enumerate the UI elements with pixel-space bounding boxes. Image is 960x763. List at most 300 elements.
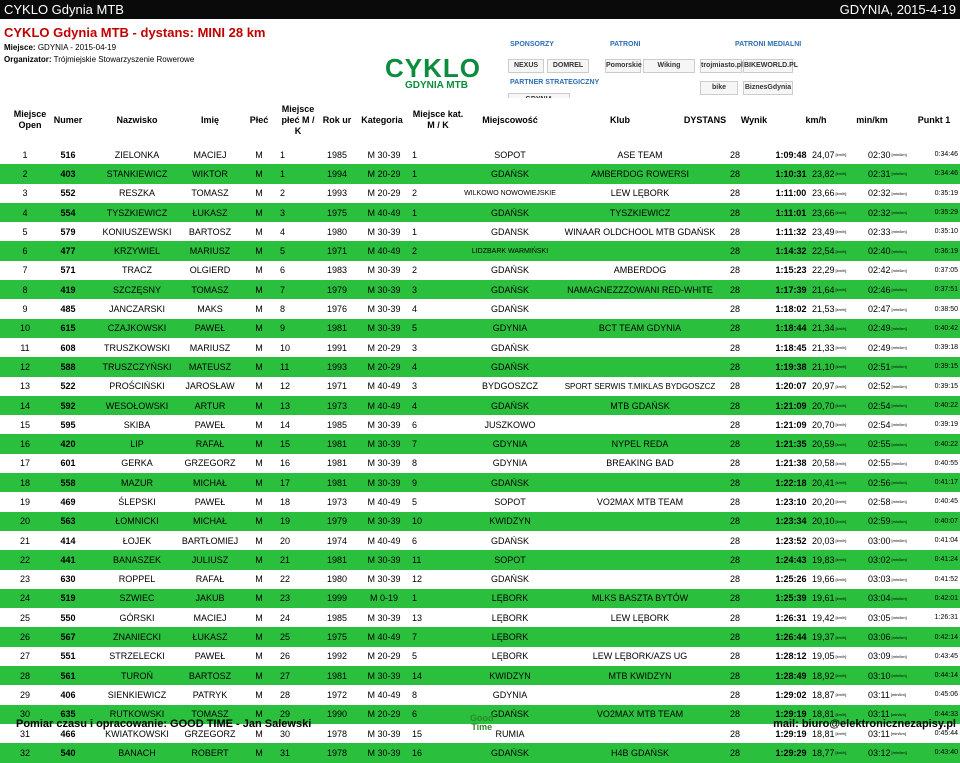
cell-kmh	[812, 164, 864, 183]
cell-psex-value: 13	[280, 400, 291, 411]
cell-surname-value: RESZKA	[118, 188, 155, 199]
cell-pts-value: 0:40:55	[934, 459, 958, 467]
cell-city-value: GDAŃSK	[490, 284, 529, 295]
place-label: Miejsce:	[4, 43, 36, 52]
cell-year-value: 1999	[326, 593, 348, 604]
cell-surname	[102, 261, 172, 280]
cell-pcat-value: 4	[412, 361, 418, 372]
cell-club	[540, 627, 740, 646]
cell-pace-value: 02:32	[868, 188, 891, 199]
cell-kmh	[812, 415, 864, 434]
cell-cat-value: M 20-29	[367, 709, 401, 720]
cell-sex	[248, 589, 270, 608]
cell-cat-value: M 30-39	[367, 419, 401, 430]
cell-cat-value: M 0-19	[369, 593, 398, 604]
cell-kmh	[812, 589, 864, 608]
cell-num-value: 420	[60, 439, 76, 450]
cell-cat	[360, 608, 408, 627]
cell-club-value: VO2MAX MTB TEAM	[596, 496, 684, 507]
cell-city-value: LĘBORK	[491, 651, 529, 662]
sponsor-logo: Pomorskie	[605, 59, 641, 73]
cell-surname-value: TRUSZKOWSKI	[103, 342, 170, 353]
cell-year	[320, 319, 354, 338]
cell-club	[540, 647, 740, 666]
cell-city-value: GDAŃSK	[490, 361, 529, 372]
cell-pos-value: 25	[19, 612, 30, 623]
place-value: GDYNIA - 2015-04-19	[37, 43, 117, 52]
cell-surname	[102, 454, 172, 473]
cell-pcat	[412, 338, 432, 357]
cell-dist-value: 28	[729, 246, 740, 257]
cell-club-value: BCT TEAM GDYNIA	[598, 323, 682, 334]
cell-dist	[725, 666, 745, 685]
cell-num-value: 563	[60, 516, 76, 527]
cell-surname-value: ROPPEL	[118, 574, 156, 585]
cell-kmh-value: 19,61	[812, 593, 835, 604]
cell-name	[190, 415, 230, 434]
cell-sex-value: M	[255, 149, 263, 160]
cell-city-value: LĘBORK	[491, 593, 529, 604]
table-row	[0, 280, 960, 299]
cell-pcat	[412, 492, 432, 511]
unit-label: [km/h]	[835, 383, 847, 389]
cell-psex-value: 11	[280, 361, 290, 372]
cell-year	[320, 164, 354, 183]
cell-sex	[248, 299, 270, 318]
cell-pts	[914, 685, 958, 704]
cell-psex	[280, 222, 292, 241]
cell-kmh-value: 20,70	[812, 400, 835, 411]
cell-year-value: 1971	[326, 381, 348, 392]
cell-year-value: 1985	[326, 612, 348, 623]
cell-pts-value: 0:44:33	[934, 710, 958, 718]
cell-psex	[280, 589, 292, 608]
cell-city-value: KWIDZYN	[489, 670, 531, 681]
table-row	[0, 396, 960, 415]
cell-dist-value: 28	[729, 226, 740, 237]
cell-pts-value: 0:40:22	[934, 402, 958, 409]
cell-psex	[280, 454, 292, 473]
cell-pos-value: 3	[22, 188, 28, 199]
cell-pos-value: 27	[19, 651, 30, 662]
cell-pos-value: 26	[19, 632, 30, 643]
cell-pcat-value: 13	[412, 612, 423, 623]
cell-cat	[360, 550, 408, 569]
cell-name-value: JULIUSZ	[191, 554, 229, 565]
cell-num-value: 414	[60, 535, 76, 546]
cell-time-value: 1:17:39	[775, 284, 807, 295]
cell-surname	[102, 589, 172, 608]
cell-psex	[280, 685, 292, 704]
cell-sex-value: M	[255, 381, 263, 392]
cell-psex-value: 4	[280, 226, 286, 237]
sponsors-label: SPONSORZY	[510, 41, 554, 48]
cell-cat-value: M 30-39	[367, 670, 401, 681]
cell-cat-value: M 20-29	[367, 651, 401, 662]
cell-sex	[248, 280, 270, 299]
cell-name	[190, 280, 230, 299]
cell-pts	[914, 396, 958, 415]
cell-pts	[914, 531, 958, 550]
cell-year-value: 1981	[326, 670, 348, 681]
cell-num-value: 522	[60, 381, 76, 392]
cell-year	[320, 454, 354, 473]
cell-pos-value: 8	[22, 284, 28, 295]
cell-kmh-value: 20,41	[812, 477, 835, 488]
top-bar-date: GDYNIA, 2015-4-19	[839, 2, 956, 17]
cell-pcat	[412, 396, 432, 415]
cell-cat	[360, 531, 408, 550]
cell-time-value: 1:18:02	[775, 304, 807, 315]
cell-sex	[248, 743, 270, 762]
cell-time-value: 1:26:44	[775, 632, 807, 643]
cell-kmh-value: 19,05	[812, 651, 835, 662]
footer-contact-link[interactable]: mail: biuro@elektronicznezapisy.pl	[773, 718, 956, 730]
cell-year	[320, 338, 354, 357]
cell-kmh	[812, 666, 864, 685]
cell-name-value: MATEUSZ	[188, 361, 232, 372]
cell-dist-value: 28	[729, 593, 740, 604]
cell-time-value: 1:09:48	[775, 149, 807, 160]
cell-pts-value: 0:41:24	[934, 556, 958, 564]
cell-num-value: 551	[60, 651, 76, 662]
cell-name-value: PATRYK	[192, 689, 228, 700]
cell-name	[185, 377, 235, 396]
table-row	[0, 261, 960, 280]
cell-time-value: 1:25:39	[775, 593, 807, 604]
cell-sex-value: M	[255, 168, 263, 179]
cell-pcat-value: 8	[412, 689, 418, 700]
cell-num-value: 406	[60, 689, 76, 700]
cell-club-value: MTB KWIDZYN	[608, 670, 672, 681]
unit-label: [km/h]	[835, 460, 847, 466]
cell-pcat	[412, 666, 432, 685]
unit-label: [min/km]	[890, 692, 906, 698]
cell-sex-value: M	[255, 612, 263, 623]
cell-surname	[102, 685, 172, 704]
cell-sex	[248, 338, 270, 357]
cell-year	[320, 570, 354, 589]
cell-time-value: 1:21:09	[775, 419, 807, 430]
cell-kmh-value: 22,54	[812, 246, 835, 257]
cell-kmh	[812, 377, 864, 396]
cell-pts-value: 0:34:46	[934, 151, 958, 159]
cell-pos	[10, 319, 40, 338]
cell-cat-value: M 30-39	[367, 323, 401, 334]
cell-dist-value: 28	[729, 554, 740, 565]
cell-time-value: 1:10:31	[775, 168, 807, 179]
media-patrons-label: PATRONI MEDIALNI	[735, 41, 802, 48]
table-row	[0, 184, 960, 203]
cell-pcat-value: 3	[412, 381, 418, 392]
cell-club	[540, 666, 740, 685]
cell-surname	[102, 280, 172, 299]
cell-dist-value: 28	[729, 207, 740, 218]
cell-kmh	[812, 627, 864, 646]
cell-sex-value: M	[255, 400, 263, 411]
cell-pace-value: 02:47	[868, 304, 891, 315]
place-line	[4, 43, 266, 52]
cell-dist-value: 28	[729, 439, 740, 450]
cell-pos-value: 17	[19, 458, 30, 469]
cell-city-value: GDYNIA	[492, 439, 528, 450]
cell-dist	[725, 241, 745, 260]
unit-label: [km/h]	[835, 615, 847, 621]
unit-label: [min/km]	[891, 325, 907, 331]
cell-year-value: 1972	[326, 689, 348, 700]
cell-year	[320, 473, 354, 492]
cell-dist	[725, 454, 745, 473]
cell-pos-value: 13	[19, 381, 30, 392]
cell-year	[320, 608, 354, 627]
cell-surname-value: ZIELONKA	[114, 149, 160, 160]
cell-name-value: MACIEJ	[193, 612, 227, 623]
cell-dist	[725, 743, 745, 762]
cell-sex-value: M	[255, 709, 263, 720]
cell-time-value: 1:11:01	[775, 207, 807, 218]
cell-surname	[102, 338, 172, 357]
cell-psex-value: 25	[280, 632, 291, 643]
cell-pts	[914, 647, 958, 666]
cell-surname-value: PROŚCIŃSKI	[109, 381, 165, 392]
cell-pos-value: 2	[22, 168, 28, 179]
unit-label: [km/h]	[835, 634, 847, 640]
cell-pcat-value: 14	[412, 670, 423, 681]
cell-cat-value: M 30-39	[367, 747, 401, 758]
cell-num-value: 579	[60, 226, 76, 237]
unit-label: [km/h]	[835, 595, 847, 601]
cell-psex	[280, 666, 292, 685]
cell-pos-value: 10	[19, 323, 30, 334]
cell-num-value: 403	[60, 168, 76, 179]
cell-club-value: MTB GDAŃSK	[610, 400, 670, 411]
cell-club	[540, 512, 740, 531]
unit-label: [min/km]	[891, 480, 907, 486]
cell-pts	[914, 357, 958, 376]
cell-dist-value: 28	[729, 458, 740, 469]
cell-pace-value: 02:58	[868, 496, 891, 507]
cell-surname-value: STANKIEWICZ	[106, 168, 168, 179]
unit-label: [km/h]	[835, 538, 847, 544]
cell-time-value: 1:19:38	[775, 361, 807, 372]
cell-kmh-value: 21,33	[812, 342, 835, 353]
cell-year-value: 1991	[326, 342, 348, 353]
unit-label: [km/h]	[835, 441, 847, 447]
cell-pos-value: 24	[19, 593, 30, 604]
cell-dist-value: 28	[729, 381, 740, 392]
cell-pts	[914, 164, 958, 183]
cell-pts	[914, 280, 958, 299]
cell-psex-value: 8	[280, 304, 286, 315]
cell-year	[320, 743, 354, 762]
cell-pts-value: 0:37:05	[934, 266, 958, 274]
cell-club-value: WINAAR OLDCHOOL MTB GDAŃSK	[564, 226, 716, 237]
cell-time-value: 1:28:12	[775, 651, 807, 662]
cell-surname	[102, 415, 172, 434]
cell-sex-value: M	[255, 265, 263, 276]
cell-pcat-value: 1	[412, 593, 418, 604]
cell-sex	[248, 454, 270, 473]
unit-label: [km/h]	[835, 711, 847, 717]
unit-label: [min/km]	[891, 229, 907, 235]
cell-year-value: 1990	[326, 709, 348, 720]
cell-psex	[280, 550, 292, 569]
cell-num-value: 419	[60, 284, 76, 295]
cell-city-value: LIDZBARK WARMIŃSKI	[471, 247, 549, 255]
cell-kmh-value: 20,10	[812, 516, 835, 527]
cell-pcat-value: 4	[412, 400, 418, 411]
cell-name-value: PAWEŁ	[194, 323, 226, 334]
cell-pos-value: 16	[19, 439, 30, 450]
cell-year	[320, 666, 354, 685]
cell-pace-value: 03:11	[868, 728, 890, 739]
col-kmh: km/h	[805, 114, 827, 125]
cell-pos	[10, 280, 40, 299]
cell-sex	[248, 415, 270, 434]
cell-year	[320, 222, 354, 241]
cell-kmh	[812, 299, 864, 318]
cell-name	[190, 164, 230, 183]
table-row	[0, 454, 960, 473]
unit-label: [min/km]	[891, 750, 907, 756]
cell-pcat-value: 6	[412, 535, 418, 546]
cell-club	[540, 164, 740, 183]
cell-year	[320, 589, 354, 608]
cell-pos-value: 5	[22, 226, 28, 237]
cell-name-value: RAFAŁ	[195, 574, 225, 585]
cell-dist	[725, 261, 745, 280]
cell-kmh-value: 22,29	[812, 265, 835, 276]
cell-sex-value: M	[255, 361, 263, 372]
cell-psex-value: 18	[280, 496, 291, 507]
unit-label: [km/h]	[835, 306, 847, 312]
organizer-value: Trójmiejskie Stowarzyszenie Rowerowe	[53, 55, 195, 64]
cell-kmh-value: 19,42	[812, 612, 835, 623]
unit-label: [min/km]	[891, 248, 907, 254]
cell-dist	[725, 377, 745, 396]
cell-year	[320, 184, 354, 203]
cell-psex-value: 20	[280, 535, 291, 546]
table-row	[0, 222, 960, 241]
cell-psex	[280, 570, 292, 589]
cell-cat-value: M 20-29	[367, 342, 401, 353]
cell-pcat	[412, 743, 432, 762]
unit-label: [min/km]	[891, 518, 907, 524]
cell-pts-value: 0:42:14	[934, 633, 958, 641]
cell-pos	[10, 164, 40, 183]
cell-time-value: 1:18:45	[775, 342, 807, 353]
cell-dist-value: 28	[729, 747, 740, 758]
cell-psex-value: 28	[280, 689, 291, 700]
unit-label: [min/km]	[891, 673, 907, 679]
cell-kmh	[812, 570, 864, 589]
cell-sex-value: M	[255, 554, 263, 565]
col-year: Rok ur	[322, 114, 352, 125]
cell-surname	[102, 377, 172, 396]
cell-pcat-value: 6	[412, 709, 418, 720]
cell-pace-value: 03:10	[868, 670, 891, 681]
cell-city-value: GDAŃSK	[490, 709, 529, 720]
cell-cat-value: M 20-29	[367, 168, 401, 179]
cell-sex-value: M	[255, 226, 263, 237]
cell-name	[190, 685, 230, 704]
cell-dist	[725, 647, 745, 666]
cell-psex-value: 9	[280, 323, 286, 334]
top-bar	[0, 0, 960, 19]
cell-cat	[360, 145, 408, 164]
cell-surname-value: LIP	[130, 439, 144, 450]
cell-name-value: ŁUKASZ	[192, 207, 228, 218]
cell-cat	[360, 512, 408, 531]
cell-psex	[280, 492, 292, 511]
cell-pos	[10, 685, 40, 704]
cell-surname-value: BANASZEK	[112, 554, 161, 565]
cell-year	[320, 512, 354, 531]
cell-time-value: 1:26:31	[775, 612, 807, 623]
cell-pace-value: 02:54	[868, 400, 891, 411]
cell-kmh	[812, 338, 864, 357]
cell-surname-value: SKIBA	[123, 419, 151, 430]
cell-pos	[10, 184, 40, 203]
cell-surname-value: GÓRSKI	[119, 612, 155, 623]
cell-num	[50, 666, 86, 685]
cell-psex-value: 1	[280, 149, 286, 160]
cell-cat-value: M 30-39	[367, 516, 401, 527]
unit-label: [min/km]	[891, 538, 907, 544]
cell-pos	[10, 512, 40, 531]
cell-surname-value: SZCZĘSNY	[112, 284, 161, 295]
cell-name-value: MARIUSZ	[189, 246, 231, 257]
cell-time-value: 1:24:43	[775, 554, 807, 565]
cell-dist	[725, 222, 745, 241]
cell-pace-value: 02:56	[868, 477, 891, 488]
cell-cat-value: M 30-39	[367, 728, 401, 739]
cell-pos	[10, 627, 40, 646]
unit-label: [min/km]	[891, 576, 907, 582]
cell-name	[190, 299, 230, 318]
cell-pcat	[412, 589, 432, 608]
cell-psex-value: 10	[280, 342, 291, 353]
cell-cat	[360, 589, 408, 608]
cell-name-value: BARTOSZ	[188, 670, 232, 681]
cell-name-value: MAKS	[197, 304, 223, 315]
cell-num-value: 552	[60, 188, 76, 199]
cell-pcat	[412, 512, 432, 531]
cell-name	[190, 145, 230, 164]
cell-pos-value: 15	[19, 419, 30, 430]
cell-pts-value: 0:36:19	[934, 247, 958, 255]
cell-kmh	[812, 512, 864, 531]
cell-sex-value: M	[255, 632, 263, 643]
cell-num-value: 466	[60, 728, 76, 739]
cell-name	[190, 319, 230, 338]
cell-sex	[248, 396, 270, 415]
cell-year-value: 1978	[326, 747, 348, 758]
cell-city-value: SOPOT	[494, 554, 526, 565]
cell-surname-value: ZNANIECKI	[112, 632, 161, 643]
cell-surname	[102, 396, 172, 415]
cell-time-value: 1:15:23	[775, 265, 807, 276]
table-row	[0, 164, 960, 183]
cell-city-value: LĘBORK	[491, 612, 529, 623]
cell-pcat-value: 7	[412, 439, 418, 450]
cell-club	[540, 492, 740, 511]
cell-pcat-value: 8	[412, 458, 418, 469]
cell-cat	[360, 377, 408, 396]
cell-pos	[10, 666, 40, 685]
cell-surname-value: TYSZKIEWICZ	[106, 207, 168, 218]
cell-pos	[10, 241, 40, 260]
